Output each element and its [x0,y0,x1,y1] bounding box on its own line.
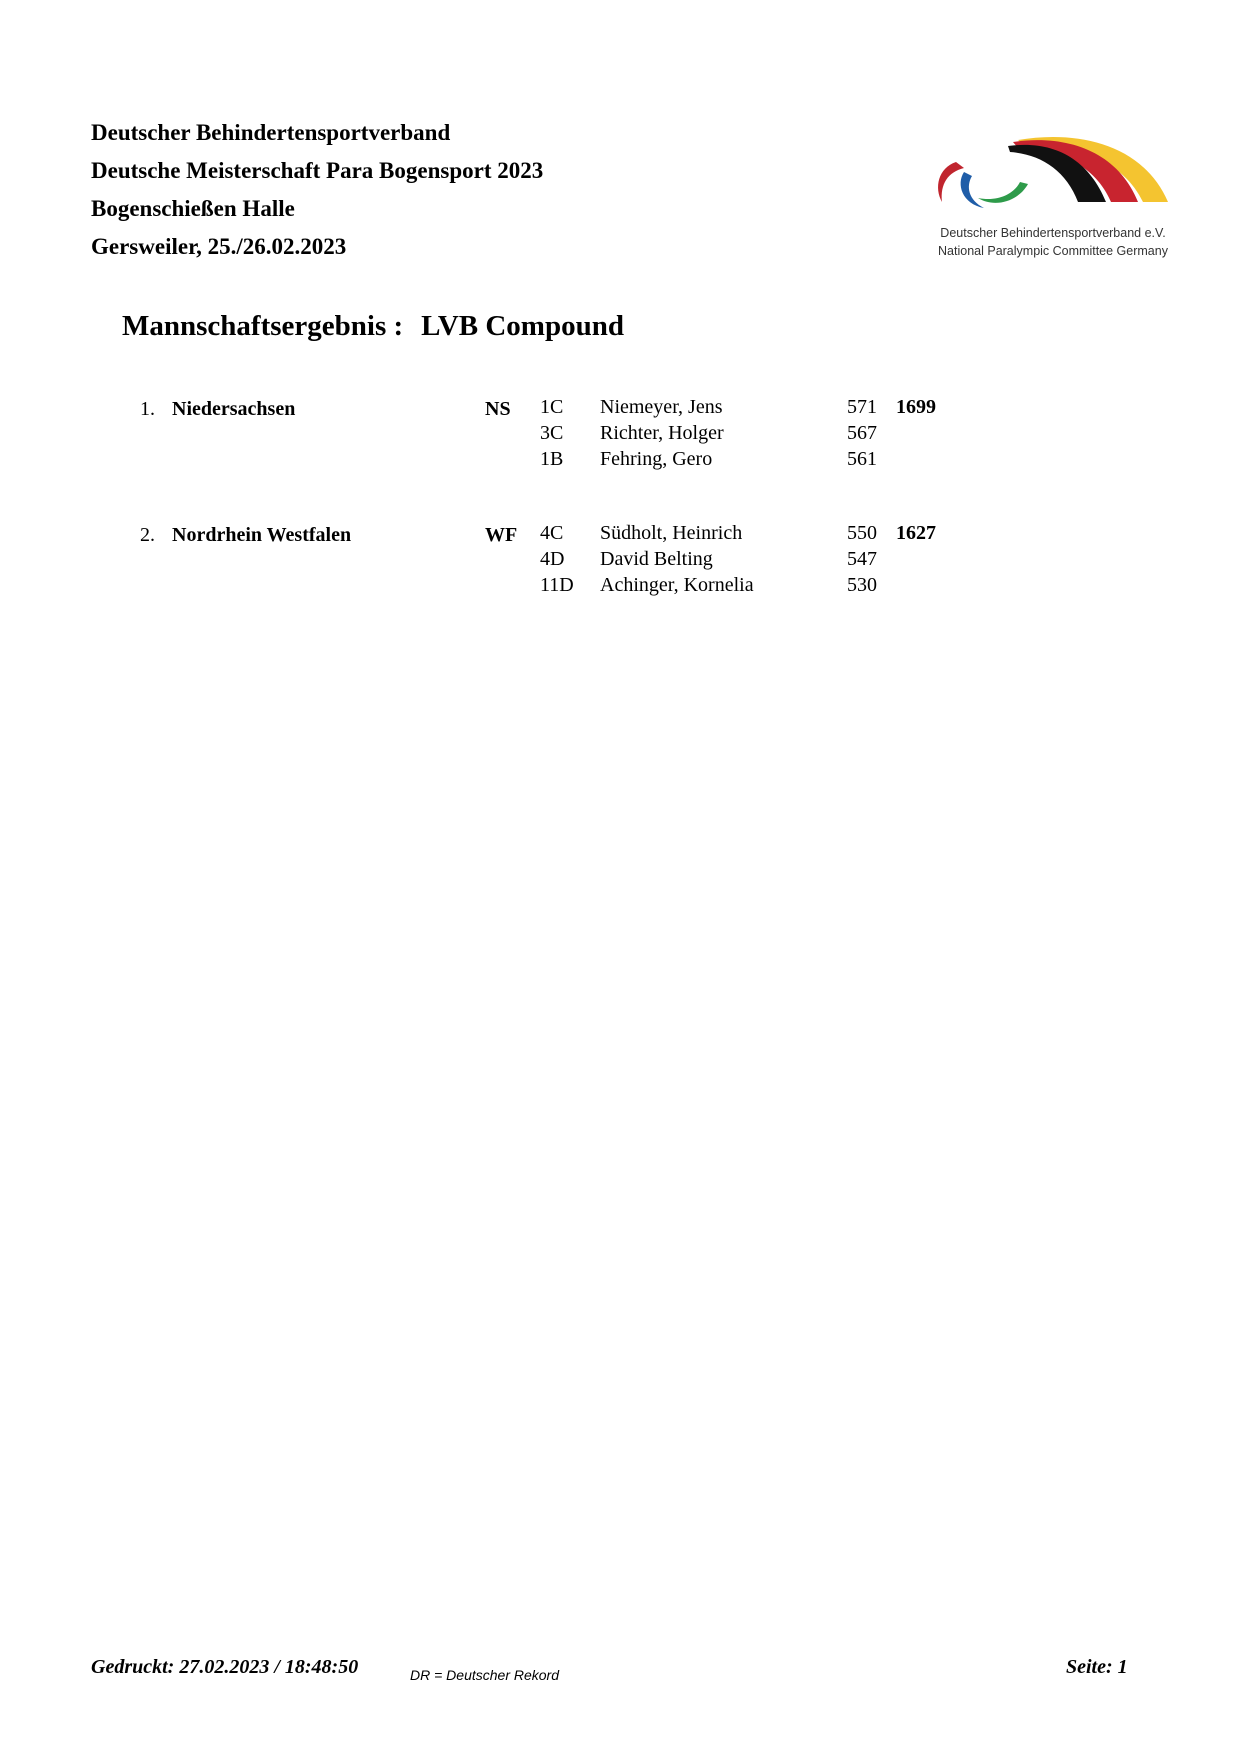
logo-caption-line2: National Paralympic Committee Germany [938,244,1168,258]
member-name: Südholt, Heinrich [600,522,743,544]
member-class: 1B [540,448,564,470]
team-code: NS [485,398,511,420]
member-score: 550 [847,522,877,544]
member-class: 4C [540,522,564,544]
title-label: Mannschaftsergebnis : [122,310,404,342]
member-name: David Belting [600,548,713,570]
member-score: 530 [847,574,877,596]
logo-caption-line1: Deutscher Behindertensportverband e.V. [940,226,1166,240]
member-name: Achinger, Kornelia [600,574,754,596]
header-org: Deutscher Behindertensportverband [91,120,451,145]
team-total: 1627 [896,522,936,544]
member-score: 561 [847,448,877,470]
printed-timestamp: Gedruckt: 27.02.2023 / 18:48:50 [91,1656,359,1678]
page-number: Seite: 1 [1066,1656,1128,1678]
member-score: 567 [847,422,877,444]
member-class: 3C [540,422,564,444]
member-score: 547 [847,548,877,570]
member-name: Niemeyer, Jens [600,396,723,418]
team-rank: 1. [140,398,155,420]
team-rank: 2. [140,524,155,546]
member-class: 4D [540,548,565,570]
team-code: WF [485,524,518,546]
page-title [122,310,624,343]
header-discipline: Bogenschießen Halle [91,196,295,221]
member-name: Fehring, Gero [600,448,713,470]
header-location-date: Gersweiler, 25./26.02.2023 [91,234,347,259]
member-class: 1C [540,396,564,418]
team-name: Nordrhein Westfalen [172,524,352,546]
member-name: Richter, Holger [600,422,724,444]
member-score: 571 [847,396,877,418]
member-class: 11D [540,574,574,596]
title-value: LVB Compound [421,310,624,342]
header-event: Deutsche Meisterschaft Para Bogensport 2023 [91,158,544,183]
dbs-logo [928,132,1178,262]
agitos-flag-logo-icon [928,132,1178,222]
record-legend: DR = Deutscher Rekord [410,1667,560,1683]
team-name: Niedersachsen [172,398,296,420]
team-total: 1699 [896,396,936,418]
